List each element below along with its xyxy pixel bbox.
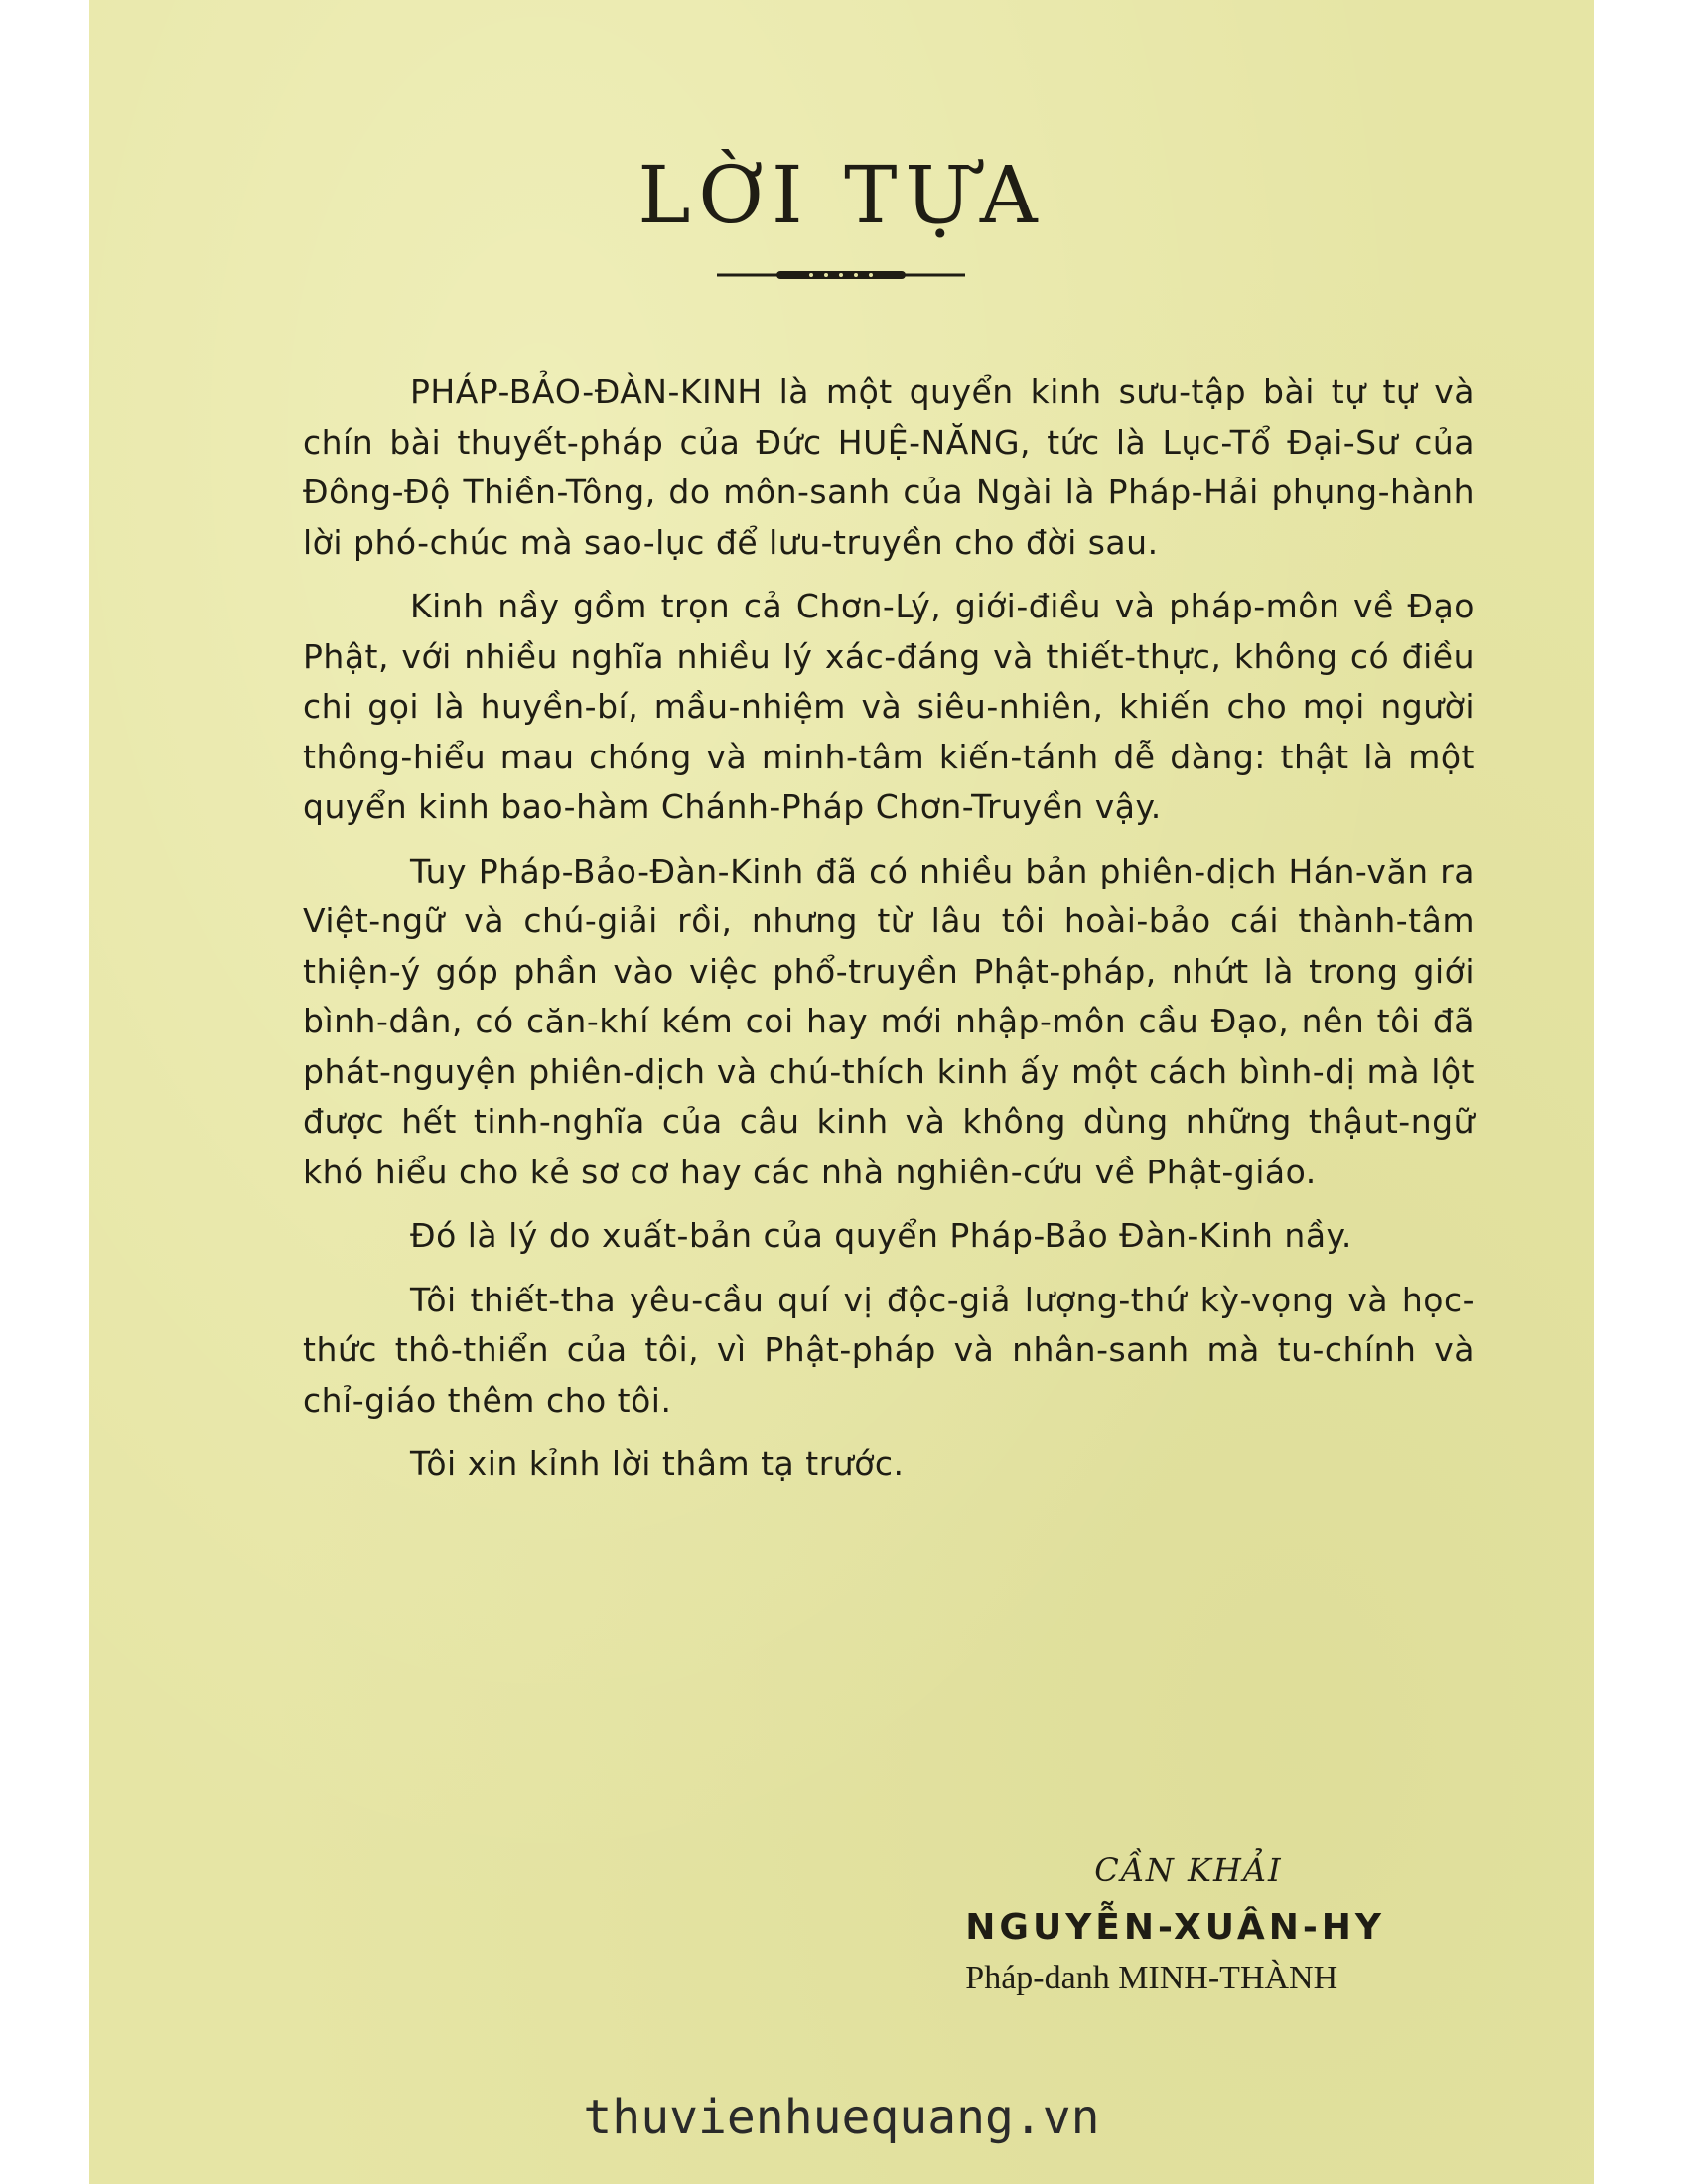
- signature-block: [965, 1851, 1385, 1997]
- signature-author: NGUYỄN-XUÂN-HY: [965, 1907, 1385, 1948]
- preface-body: [303, 367, 1475, 1504]
- document-page: [89, 0, 1594, 2184]
- title-ornament: [717, 268, 965, 282]
- page-title: LỜI TỰA: [637, 149, 1046, 241]
- paragraph-3: Tuy Pháp-Bảo-Đàn-Kinh đã có nhiều bản phiên-dịch Hán-văn ra Việt-ngữ và chú-giải rồi, nhưng từ lâu tôi hoài-bảo cái thành-tâm thiện-ý góp phần vào việc phổ-truyền Phật-pháp, nhứt là trong giới bình-dân, có căn-khí kém coi hay mới nhập-môn cầu Đạo, nên tôi đã phát-nguyện phiên-dịch và chú-thích kinh ấy một cách bình-dị mà lột được hết tinh-nghĩa của câu kinh và không dùng những thậut-ngữ khó hiểu cho kẻ sơ cơ hay các nhà nghiên-cứu về Phật-giáo.: [303, 851, 1475, 1191]
- paragraph-2: Kinh nầy gồm trọn cả Chơn-Lý, giới-điều và pháp-môn về Đạo Phật, với nhiều nghĩa nhiều lý xác-đáng và thiết-thực, không có điều chi gọi là huyền-bí, mầu-nhiệm và siêu-nhiên, khiến cho mọi người thông-hiểu mau chóng và minh-tâm kiến-tánh dễ dàng: thật là một quyển kinh bao-hàm Chánh-Pháp Chơn-Truyền vậy.: [303, 587, 1475, 826]
- signature-dharma-name: Pháp-danh MINH-THÀNH: [965, 1960, 1338, 1996]
- paragraph-4: Đó là lý do xuất-bản của quyển Pháp-Bảo Đàn-Kinh nầy.: [410, 1216, 1352, 1255]
- paragraph-1: PHÁP-BẢO-ĐÀN-KINH là một quyển kinh sưu-tập bài tự tự và chín bài thuyết-pháp của Đức HUỆ-NĂNG, tức là Lục-Tổ Đại-Sư của Đông-Độ Thiền-Tông, do môn-sanh của Ngài là Pháp-Hải phụng-hành lời phó-chúc mà sao-lục để lưu-truyền cho đời sau.: [303, 372, 1475, 562]
- website-watermark: thuvienhuequang.vn: [583, 2090, 1100, 2145]
- paragraph-5: Tôi thiết-tha yêu-cầu quí vị độc-giả lượng-thứ kỳ-vọng và học-thức thô-thiển của tôi, vì Phật-pháp và nhân-sanh mà tu-chính và chỉ-giáo thêm cho tôi.: [303, 1280, 1475, 1420]
- paragraph-6: Tôi xin kỉnh lời thâm tạ trước.: [410, 1444, 905, 1483]
- signature-pen-name: CẦN KHẢI: [1094, 1851, 1283, 1889]
